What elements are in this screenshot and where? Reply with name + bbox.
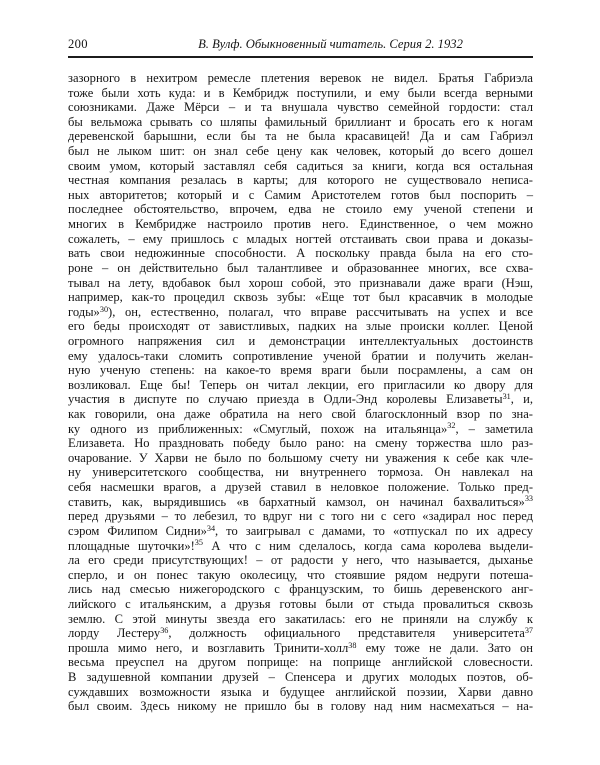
page-number: 200 [68,37,88,51]
text-line: бы вельможа срывать со шляпы фамильный бриллиант и бросать его к ногам [68,114,533,129]
text-line: ставить, как, вырядившись «в бархатный камзол, он начинал бахвалиться»$^{33}$ [68,494,533,509]
footnote-ref: 30 [99,304,109,314]
running-header [68,37,533,58]
text-line: деревенской барышни, если бы та не была красавицей! Да и сам Габриэл [68,129,533,144]
text-line: честная компания резалась в карты; для которого не существовало неписа- [68,173,533,188]
text-line: суждавших возможности языка и будущее английской поэзии, Харви давно [68,684,533,699]
text-line: ную ученую степень: на какое-то время враги были посрамлены, а сам он [68,363,533,378]
footnote-ref: 37 [524,625,533,635]
text-line: например, как-то процедил сквозь зубы: «Еще тот был красавчик в молодые [68,290,533,305]
text-line: зазорного в нехитром ремесле плетения веревок не видел. Братья Габриэла [68,71,533,85]
footnote-ref: 33 [524,494,533,504]
text-line: площадные шуточки»!$^{35}$ А что с ним сделалось, когда сама королева выдели- [68,538,534,553]
text-line: сожалеть, – ему пришлось с младых ногтей отстаивать свои права и доказы- [68,231,533,246]
text-line: последнее обстоятельство, впрочем, едва не стоило ему ученой степени и [68,202,533,217]
text-line: участия в диспуте по случаю приезда в Одли-Энд королевы Елизаветы$^{31}$, и, [68,392,534,407]
text-line: был не лыком шит: он знал себе цену как человек, который до всего дошел [68,144,533,159]
text-line: тоже были хоть куда: и в Кембридж поступили, и ему были всегда верными [68,85,533,100]
text-line: многих в Кембридже настроило против него. Единственное, о чем можно [68,217,533,232]
text-line: роне – он действительно был талантливее и образованнее многих, все схва- [68,260,533,275]
text-line: ку одного из приближенных: «Смуглый, похож на итальянца»$^{32}$, – заметила [68,421,534,436]
text-line: своим умом, который заставлял себя садиться за книги, когда вся остальная [68,158,533,173]
text-line: перед друзьями – то лебезил, то вдруг ни с того ни с сего «задирал нос перед [68,509,533,524]
text-line: сэром Филипом Сидни»$^{34}$, то заигрывал с дамами, то «отпускал по их адресу [68,523,534,538]
text-line: ему удалось-таки сломить сопротивление ученой братии и получить желан- [68,348,533,363]
text-line: Елизавета. Но праздновать победу было рано: на смену торжества шло раз- [68,436,533,451]
footnote-ref: 36 [160,625,169,635]
text-line: прошла мимо него, и возглавить Тринити-холл$^{38}$ ему тоже не дали. Зато он [68,640,534,655]
text-line: союзниками. Даже Мёрси – и та внушала чувство семейной гордости: стал [68,100,533,115]
footnote-ref: 34 [206,523,216,533]
text-line: лийского с итальянским, а друзья готовы были от стыда провалиться сквозь [68,596,533,611]
text-line: годы»$^{30}$), он, естественно, полагал, что вправе рассчитывать на успех и все [68,304,533,319]
text-line: огромного напряжения сил и демонстрации интеллектуальных достоинств [68,333,533,348]
text-line: ла его среди присутствующих! – от радости у него, что называется, дыханье [68,553,533,568]
text-line: вать свои недюжинные способности. А поскольку правда была на его сто- [68,246,533,261]
footnote-ref: 32 [447,421,456,431]
text-line: ну университетского сообщества, ни внутреннего тормоза. Он навлекал на [68,465,533,480]
text-line: его беды происходят от завистливых, падких на злые происки коллег. Ценой [68,319,533,334]
text-line: лись над смесью нижегородского с французским, то бишь деревенского анг- [68,582,533,597]
text-line: себя насмешки врагов, а друзей ставил в неловкое положение. Только пред- [68,480,533,495]
text-line: землю. С этой минуты звезда его закатилась: его не приняли на службу к [68,611,533,626]
text-line: был своим. Здесь никому не пришло бы в голову над ним насмехаться – на- [68,699,533,714]
text-line: тывал на лету, вдобавок был хорош собой, это признавали даже враги (Нэш, [68,275,533,290]
running-title: В. Вулф. Обыкновенный читатель. Серия 2. 1932 [198,37,463,51]
text-line: сперло, и он понес такую околесицу, что стоявшие рядом недруги потеша- [68,567,533,582]
footnote-ref: 31 [502,392,511,402]
text-line: весьма преуспел на другом поприще: на поприще английской словесности. [68,655,533,670]
page-text [68,71,533,714]
text-line: очарование. У Харви не было по большому счету ни уважения к себе как чле- [68,450,533,465]
text-line: ных авторитетов; который и с Самим Аристотелем готов был поспорить – [68,187,533,202]
text-line: как говорили, она даже обратила на него свой благосклонный взор по зна- [68,407,533,422]
text-line: В задушевной компании друзей – Спенсера и других молодых поэтов, об- [68,669,533,684]
text-line: лорду Лестеру$^{36}$, должность официального представителя университета$^{37}$ [68,625,533,641]
footnote-ref: 35 [194,538,203,548]
text-line: возликовал. Еще бы! Теперь он читал лекции, его пригласили ко двору для [68,377,533,392]
footnote-ref: 38 [348,640,357,650]
